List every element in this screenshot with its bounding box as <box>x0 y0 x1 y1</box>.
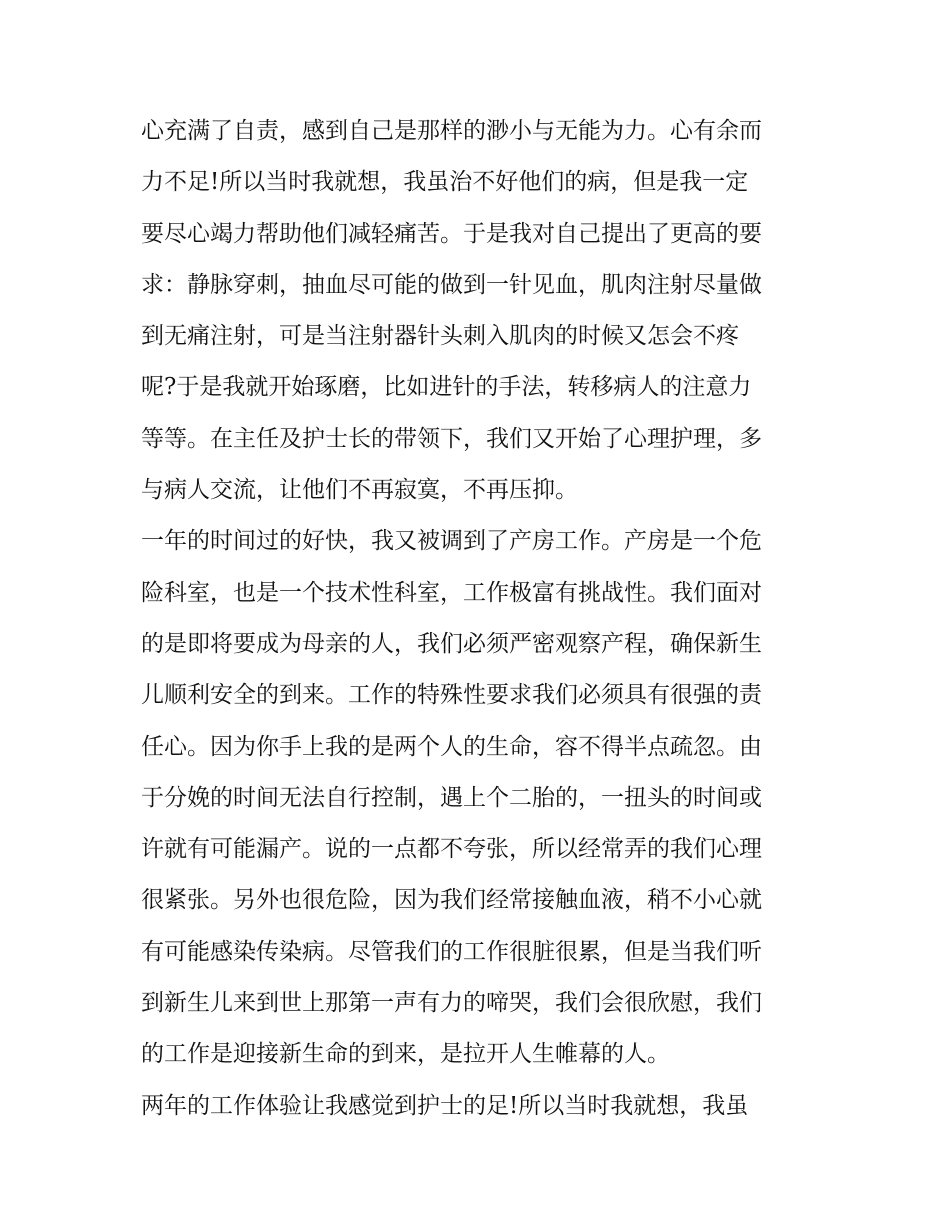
text-line: 呢?于是我就开始琢磨，比如进针的手法，转移病人的注意力 <box>141 374 752 401</box>
text-line: 险科室，也是一个技术性科室，工作极富有挑战性。我们面对 <box>141 579 762 606</box>
text-line: 要尽心竭力帮助他们减轻痛苦。于是我对自己提出了更高的要 <box>141 220 762 247</box>
text-line: 求：静脉穿刺，抽血尽可能的做到一针见血，肌肉注射尽量做 <box>141 271 762 298</box>
text-line: 于分娩的时间无法自行控制，遇上个二胎的，一扭头的时间或 <box>141 784 762 811</box>
text-line: 儿顺利安全的到来。工作的特殊性要求我们必须具有很强的责 <box>141 682 762 709</box>
text-line: 的工作是迎接新生命的到来，是拉开人生帷幕的人。 <box>141 1041 670 1068</box>
text-line: 力不足!所以当时我就想，我虽治不好他们的病，但是我一定 <box>141 169 749 196</box>
text-line: 很紧张。另外也很危险，因为我们经常接触血液，稍不小心就 <box>141 887 762 914</box>
text-line: 与病人交流，让他们不再寂寞，不再压抑。 <box>141 477 578 504</box>
text-line: 的是即将要成为母亲的人，我们必须严密观察产程，确保新生 <box>141 630 762 657</box>
text-line: 任心。因为你手上我的是两个人的生命，容不得半点疏忽。由 <box>141 733 762 760</box>
text-line: 一年的时间过的好快，我又被调到了产房工作。产房是一个危 <box>141 528 762 555</box>
body-text <box>141 106 831 1132</box>
text-line: 许就有可能漏产。说的一点都不夸张，所以经常弄的我们心理 <box>141 836 762 863</box>
text-line: 两年的工作体验让我感觉到护士的足!所以当时我就想，我虽 <box>141 1092 749 1119</box>
text-line: 心充满了自责，感到自己是那样的渺小与无能为力。心有余而 <box>141 118 762 144</box>
text-line: 有可能感染传染病。尽管我们的工作很脏很累，但是当我们听 <box>141 938 762 965</box>
text-line: 到新生儿来到世上那第一声有力的啼哭，我们会很欣慰，我们 <box>141 990 762 1017</box>
text-line: 等等。在主任及护士长的带领下，我们又开始了心理护理，多 <box>141 425 762 452</box>
text-line: 到无痛注射，可是当注射器针头刺入肌肉的时候又怎会不疼 <box>141 323 739 350</box>
